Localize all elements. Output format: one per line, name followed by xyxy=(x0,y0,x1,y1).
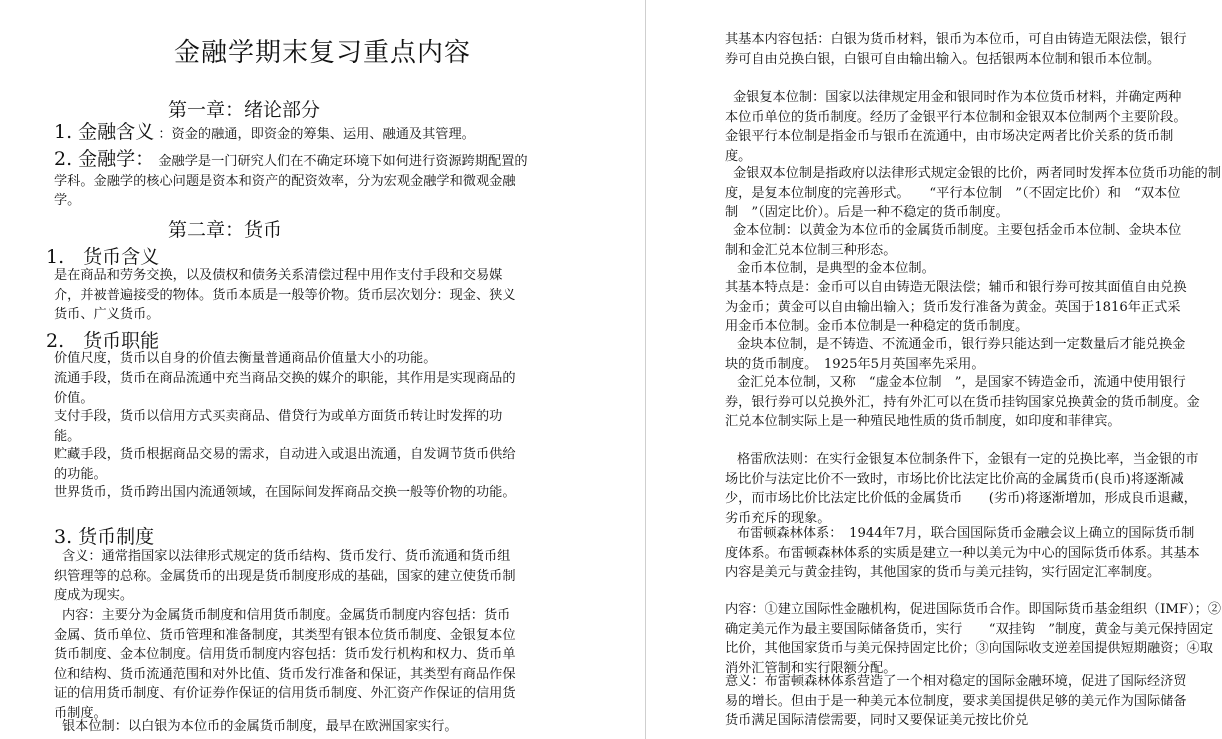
gold-coin-standard: 金币本位制，是典型的金本位制。 xyxy=(737,261,935,276)
function-payment: 支付手段，货币以信用方式买卖商品、借贷行为或单方面货币转让时发挥的功能。 xyxy=(54,409,503,444)
section-2-heading: 2. 金融学： xyxy=(54,148,155,170)
chapter-1-heading: 第一章：绪论部分 xyxy=(168,99,321,121)
monetary-system-content: 内容：主要分为金属货币制度和信用货币制度。金属货币制度内容包括：货币金属、货币单位、货币管理和准备制度，其类型有银本位货币制度、金银复本位货币制度、金本位制度。信用货币制度内容包括：货币发行机构和权力、货币单位和结构、货币流通范围和对外比值、货币发行准备和保证，其类型有商品作保证的信用货币制度、有价证券作保证的信用货币制度、外汇资产作保证的信用货币制度。 xyxy=(54,608,516,721)
document-title: 金融学期末复习重点内容 xyxy=(173,38,471,68)
function-storage: 贮藏手段，货币根据商品交易的需求，自动进入或退出流通，自发调节货币供给的功能。 xyxy=(54,447,516,482)
silver-standard-content: 其基本内容包括：白银为货币材料，银币为本位币，可自由铸造无限法偿，银行券可自由兑换白银，白银可自由输出输入。包括银两本位制和银币本位制。 xyxy=(725,32,1187,67)
gold-standard: 金本位制：以黄金为本位币的金属货币制度。主要包括金币本位制、金块本位制和金汇兑本位制三种形态。 xyxy=(725,223,1182,258)
gold-exchange-standard: 金汇兑本位制，又称 “虚金本位制 ”，是国家不铸造金币，流通中使用银行券，银行券可以兑换外汇，持有外汇可以在货币挂钩国家兑换黄金的货币制度。金汇兑本位制实际上是一种殖民地性质的货币制度，如印度和菲律宾。 xyxy=(725,375,1200,430)
greshams-law: 格雷欣法则：在实行金银复本位制条件下，金银有一定的兑换比率，当金银的市场比价与法定比价不一致时，市场比价比法定比价高的金属货币(良币)将逐渐减少，而市场比价比法定比价低的金属货币 (劣币)将逐渐增加，形成良币退藏，劣币充斥的现象。 xyxy=(725,452,1199,526)
bretton-woods: 布雷顿森林体系： 1944年7月，联合国国际货币金融会议上确立的国际货币制度体系。布雷顿森林体系的实质是建立一种以美元为中心的国际货币体系。其基本内容是美元与黄金挂钩，其他国家的货币与美元挂钩，实行固定汇率制度。 xyxy=(725,526,1200,581)
function-circulation: 流通手段，货币在商品流通中充当商品交换的媒介的职能，其作用是实现商品的价值。 xyxy=(54,371,516,406)
money-meaning-text: 是在商品和劳务交换，以及债权和债务关系清偿过程中用作支付手段和交易媒介，并被普遍接受的物体。货币本质是一般等价物。货币层次划分：现金、狭义货币、广义货币。 xyxy=(54,268,516,323)
bretton-woods-content: 内容：①建立国际性金融机构，促进国际货币合作。即国际货币基金组织（IMF）；②确定美元作为最主要国际储备货币，实行 “双挂钩 ”制度，黄金与美元保持固定比价，其他国家货币与美元保持固定比价；③向国际收支逆差国提供短期融资；④取消外汇管制和实行限额分配。 xyxy=(725,602,1222,676)
section-1-heading: 1. 金融含义 xyxy=(54,121,155,143)
monetary-system-heading: 3. 货币制度 xyxy=(54,526,155,548)
bretton-woods-significance: 意义：布雷顿森林体系营造了一个相对稳定的国际金融环境，促进了国际经济贸易的增长。但由于是一种美元本位制度，要求美国提供足够的美元作为国际储备货币满足国际清偿需要，同时又要保证美元按比价兑 xyxy=(725,674,1187,729)
gold-coin-features: 其基本特点是：金币可以自由铸造无限法偿；辅币和银行券可按其面值自由兑换为金币；黄金可以自由输出输入；货币发行准备为黄金。英国于1816年正式采用金币本位制。金币本位制是一种稳定的货币制度。 xyxy=(725,280,1187,335)
double-standard: 金银双本位制是指政府以法律形式规定金银的比价，两者同时发挥本位货币功能的制度，是复本位制度的完善形式。 “平行本位制 ”（不固定比价）和 “双本位制 ”（固定比价）。后是一种不稳定的货币制度。 xyxy=(725,166,1221,221)
section-2-text: 金融学是一门研究人们在不确定环境下如何进行资源跨期配置的学科。金融学的核心问题是资本和资产的配资效率，分为宏观金融学和微观金融学。 xyxy=(54,154,528,209)
silver-standard: 银本位制：以白银为本位币的金属货币制度，最早在欧洲国家实行。 xyxy=(62,719,458,734)
money-meaning-heading: 1. 货币含义 xyxy=(46,246,160,268)
gold-bullion-standard: 金块本位制，是不铸造、不流通金币，银行券只能达到一定数量后才能兑换金块的货币制度。 1925年5月英国率先采用。 xyxy=(725,337,1186,372)
bimetallic-standard: 金银复本位制：国家以法律规定用金和银同时作为本位货币材料，并确定两种本位币单位的货币制度。经历了金银平行本位制和金银双本位制两个主要阶段。金银平行本位制是指金币与银币在流通中，由市场决定两者比价关系的货币制度。 xyxy=(725,90,1187,164)
monetary-system-definition: 含义：通常指国家以法律形式规定的货币结构、货币发行、货币流通和货币组织管理等的总称。金属货币的出现是货币制度形成的基础，国家的建立使货币制度成为现实。 xyxy=(54,549,516,604)
function-value-measure: 价值尺度，货币以自身的价值去衡量普通商品价值量大小的功能。 xyxy=(54,351,437,366)
section-1-text: ：资金的融通，即资金的筹集、运用、融通及其管理。 xyxy=(158,127,475,142)
money-functions-heading: 2. 货币职能 xyxy=(46,330,160,352)
chapter-2-heading: 第二章：货币 xyxy=(168,219,283,241)
function-world-money: 世界货币，货币跨出国内流通领域，在国际间发挥商品交换一般等价物的功能。 xyxy=(54,485,516,500)
